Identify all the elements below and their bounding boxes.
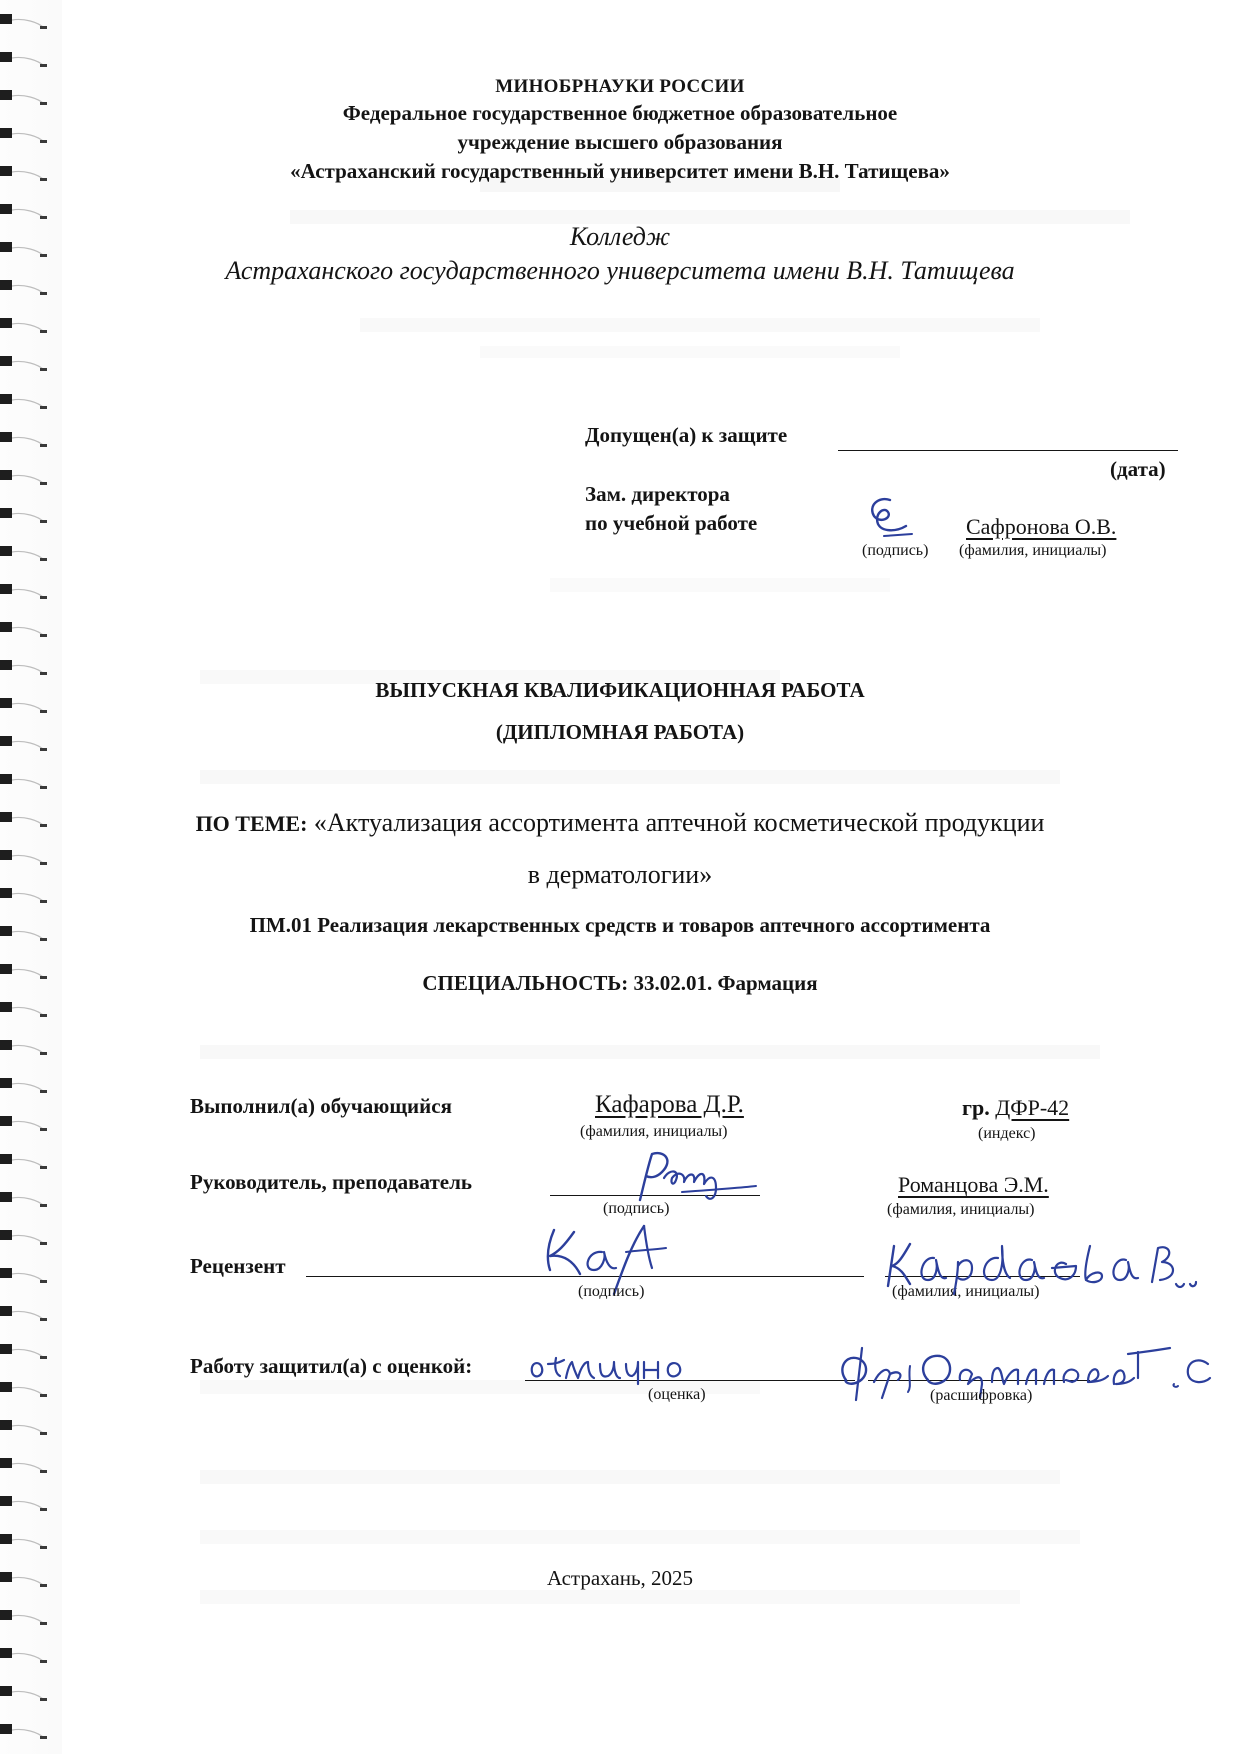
reviewer-signature-caption: (подпись) xyxy=(578,1283,645,1300)
group-label: гр. xyxy=(962,1095,990,1120)
supervisor-label: Руководитель, преподаватель xyxy=(190,1170,473,1194)
defense-grade-caption: (оценка) xyxy=(648,1386,706,1403)
binding-ring xyxy=(0,432,47,447)
professional-module: ПМ.01 Реализация лекарственных средств и товаров аптечного ассортимента xyxy=(249,913,991,937)
institution-line-2: учреждение высшего образования xyxy=(457,130,783,154)
work-title-line-1: ВЫПУСКНАЯ КВАЛИФИКАЦИОННАЯ РАБОТА xyxy=(375,678,865,702)
binding-ring xyxy=(0,1648,47,1663)
admission-role-line-1: Зам. директора xyxy=(585,482,730,506)
work-title-line-2: (ДИПЛОМНАЯ РАБОТА) xyxy=(495,720,745,744)
admission-signature-caption: (подпись) xyxy=(862,542,929,559)
binding-ring xyxy=(0,1002,47,1017)
binding-ring xyxy=(0,660,47,675)
institution-line-1: Федеральное государственное бюджетное образовательное xyxy=(342,101,898,125)
student-group xyxy=(962,1095,1069,1121)
city-year: Астрахань, 2025 xyxy=(546,1566,694,1590)
specialty: СПЕЦИАЛЬНОСТЬ: 33.02.01. Фармация xyxy=(422,971,818,995)
binding-ring xyxy=(0,1306,47,1321)
binding-ring xyxy=(0,52,47,67)
admission-date-line xyxy=(838,450,1178,451)
binding-ring xyxy=(0,508,47,523)
group-value: ДФР-42 xyxy=(995,1095,1070,1120)
admission-label: Допущен(а) к защите xyxy=(585,423,788,447)
binding-ring xyxy=(0,1154,47,1169)
binding-ring xyxy=(0,1116,47,1131)
binding-ring xyxy=(0,1686,47,1701)
binding-ring xyxy=(0,356,47,371)
topic-label: ПО ТЕМЕ: xyxy=(195,811,308,836)
supervisor-signature-caption: (подпись) xyxy=(603,1200,670,1217)
binding-ring xyxy=(0,584,47,599)
binding-ring xyxy=(0,14,47,29)
defense-grade-handwritten xyxy=(526,1350,706,1386)
supervisor-name-caption: (фамилия, инициалы) xyxy=(887,1201,1035,1218)
binding-ring xyxy=(0,1192,47,1207)
student-name-caption: (фамилия, инициалы) xyxy=(580,1123,728,1140)
binding-ring xyxy=(0,622,47,637)
binding-ring xyxy=(0,1534,47,1549)
binding-ring xyxy=(0,1420,47,1435)
university-name: «Астраханский государственный университет имени В.Н. Татищева» xyxy=(290,159,950,183)
binding-ring xyxy=(0,1230,47,1245)
defense-decode-caption: (расшифровка) xyxy=(930,1387,1033,1404)
binding-ring xyxy=(0,318,47,333)
defense-label: Работу защитил(а) с оценкой: xyxy=(190,1354,473,1378)
binding-ring xyxy=(0,1040,47,1055)
reviewer-name-caption: (фамилия, инициалы) xyxy=(892,1283,1040,1300)
supervisor-signature xyxy=(630,1148,760,1206)
binding-ring xyxy=(0,774,47,789)
student-label: Выполнил(а) обучающийся xyxy=(190,1094,452,1118)
binding-ring xyxy=(0,1724,47,1739)
binding-ring xyxy=(0,394,47,409)
binding-ring xyxy=(0,470,47,485)
reviewer-label: Рецензент xyxy=(190,1254,286,1278)
college-line-1: Колледж xyxy=(569,222,671,251)
admission-name-caption: (фамилия, инициалы) xyxy=(959,542,1107,559)
binding-ring xyxy=(0,1382,47,1397)
supervisor-name: Романцова Э.М. xyxy=(898,1172,1049,1197)
admission-date-caption: (дата) xyxy=(1110,457,1166,481)
reviewer-handwritten-name xyxy=(880,1236,1198,1296)
admission-role-line-2: по учебной работе xyxy=(585,511,758,535)
binding-ring xyxy=(0,1458,47,1473)
ministry-title: МИНОБРНАУКИ РОССИИ xyxy=(495,76,745,97)
binding-ring xyxy=(0,888,47,903)
binding-ring xyxy=(0,1610,47,1625)
binding-ring xyxy=(0,1344,47,1359)
deputy-director-signature xyxy=(860,492,920,544)
group-caption: (индекс) xyxy=(978,1125,1036,1142)
topic-line-2: в дерматологии» xyxy=(527,860,713,889)
topic-line-1 xyxy=(0,808,1240,838)
student-name: Кафарова Д.Р. xyxy=(595,1091,744,1118)
admission-name: Сафронова О.В. xyxy=(966,514,1117,539)
binding-ring xyxy=(0,1268,47,1283)
binding-ring xyxy=(0,546,47,561)
college-line-2: Астраханского государственного университета имени В.Н. Татищева xyxy=(225,256,1015,285)
binding-ring xyxy=(0,1496,47,1511)
topic-text-1: «Актуализация ассортимента аптечной косметической продукции xyxy=(313,808,1045,837)
binding-ring xyxy=(0,204,47,219)
binding-ring xyxy=(0,1078,47,1093)
